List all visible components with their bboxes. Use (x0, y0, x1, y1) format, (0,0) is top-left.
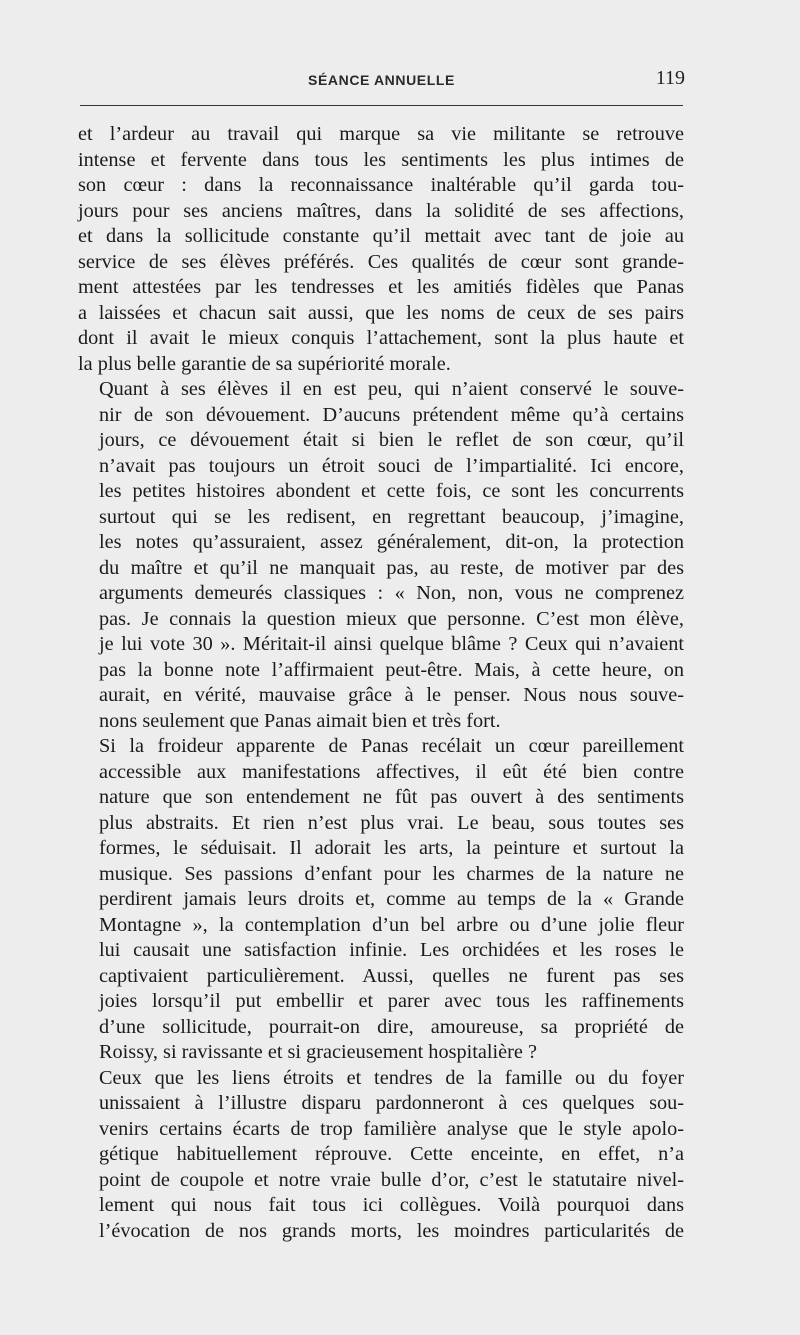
text-line: joies lorsqu’il put embellir et parer avec tous les raffinements (99, 990, 684, 1012)
text-line: a laissées et chacun sait aussi, que les noms de ceux de ses pairs (78, 301, 684, 324)
text-line: point de coupole et notre vraie bulle d’or, c’est le statutaire nivel- (99, 1168, 684, 1191)
paragraph-3 (78, 734, 684, 1066)
text-line: intense et fervente dans tous les sentiments les plus intimes de (78, 148, 684, 171)
text-line: n’avait pas toujours un étroit souci de l’impartialité. Ici encore, (99, 454, 684, 477)
text-line: et dans la sollicitude constante qu’il mettait avec tant de joie au (78, 225, 684, 247)
header-rule (80, 105, 683, 106)
text-line: et l’ardeur au travail qui marque sa vie militante se retrouve (78, 123, 684, 145)
text-line: la plus belle garantie de sa supériorité morale. (78, 352, 451, 375)
body-text (78, 122, 684, 1244)
text-line: captivaient particulièrement. Aussi, quelles ne furent pas ses (99, 964, 684, 987)
text-line: du maître et qu’il ne manquait pas, au reste, de motiver par des (99, 556, 684, 579)
text-line: pas. Je connais la question mieux que personne. C’est mon élève, (99, 607, 684, 630)
text-line: pas la bonne note l’affirmaient peut-être. Mais, à cette heure, on (99, 658, 684, 681)
page-number: 119 (655, 67, 685, 89)
text-line: l’évocation de nos grands morts, les moindres particularités de (99, 1219, 684, 1242)
text-line: service de ses élèves préférés. Ces qualités de cœur sont grande- (78, 250, 684, 273)
text-line: Ceux que les liens étroits et tendres de la famille ou du foyer (99, 1066, 684, 1089)
text-line: perdirent jamais leurs droits et, comme au temps de la « Grande (99, 888, 684, 910)
text-line: accessible aux manifestations affectives, il eût été bien contre (99, 760, 684, 783)
page-header (78, 66, 685, 96)
text-line: unissaient à l’illustre disparu pardonneront à ces quelques sou- (99, 1092, 684, 1114)
text-line: arguments demeurés classiques : « Non, non, vous ne comprenez (99, 582, 684, 604)
text-line: son cœur : dans la reconnaissance inaltérable qu’il garda tou- (78, 174, 684, 196)
text-line: Roissy, si ravissante et si gracieusement hospitalière ? (99, 1041, 537, 1063)
text-line: d’une sollicitude, pourrait-on dire, amoureuse, sa propriété de (99, 1015, 684, 1038)
text-line: lui causait une satisfaction infinie. Les orchidées et les roses le (99, 939, 684, 961)
text-line: musique. Ses passions d’enfant pour les charmes de la nature ne (99, 862, 684, 885)
text-line: jours pour ses anciens maîtres, dans la solidité de ses affections, (78, 199, 684, 222)
text-line: jours, ce dévouement était si bien le reflet de son cœur, qu’il (99, 429, 684, 451)
paragraph-2 (78, 377, 684, 734)
text-line: les notes qu’assuraient, assez généralement, dit-on, la protection (99, 531, 684, 553)
text-line: nature que son entendement ne fût pas ouvert à des sentiments (99, 786, 684, 808)
running-head: SÉANCE ANNUELLE (308, 72, 455, 88)
text-line: Montagne », la contemplation d’un bel arbre ou d’une jolie fleur (99, 913, 684, 936)
text-line: formes, le séduisait. Il adorait les arts, la peinture et surtout la (99, 837, 684, 859)
text-line: surtout qui se les redisent, en regrettant beaucoup, j’imagine, (99, 505, 684, 528)
paragraph-1 (78, 122, 684, 377)
paragraph-4 (78, 1066, 684, 1245)
text-line: les petites histoires abondent et cette fois, ce sont les concurrents (99, 480, 684, 502)
text-line: nir de son dévouement. D’aucuns prétendent même qu’à certains (99, 403, 684, 426)
text-line: aurait, en vérité, mauvaise grâce à le penser. Nous nous souve- (99, 684, 684, 706)
text-line: lement qui nous fait tous ici collègues. Voilà pourquoi dans (99, 1194, 684, 1216)
text-line: je lui vote 30 ». Méritait-il ainsi quelque blâme ? Ceux qui n’avaient (99, 633, 684, 655)
text-line: dont il avait le mieux conquis l’attachement, sont la plus haute et (78, 327, 684, 349)
text-line: ment attestées par les tendresses et les amitiés fidèles que Panas (78, 276, 684, 298)
text-line: gétique habituellement réprouve. Cette enceinte, en effet, n’a (99, 1143, 684, 1165)
text-line: venirs certains écarts de trop familière analyse que le style apolo- (99, 1117, 684, 1140)
text-line: nons seulement que Panas aimait bien et très fort. (99, 709, 501, 732)
text-line: plus abstraits. Et rien n’est plus vrai. Le beau, sous toutes ses (99, 811, 684, 834)
text-line: Quant à ses élèves il en est peu, qui n’aient conservé le souve- (99, 378, 684, 400)
text-line: Si la froideur apparente de Panas recélait un cœur pareillement (99, 735, 684, 757)
